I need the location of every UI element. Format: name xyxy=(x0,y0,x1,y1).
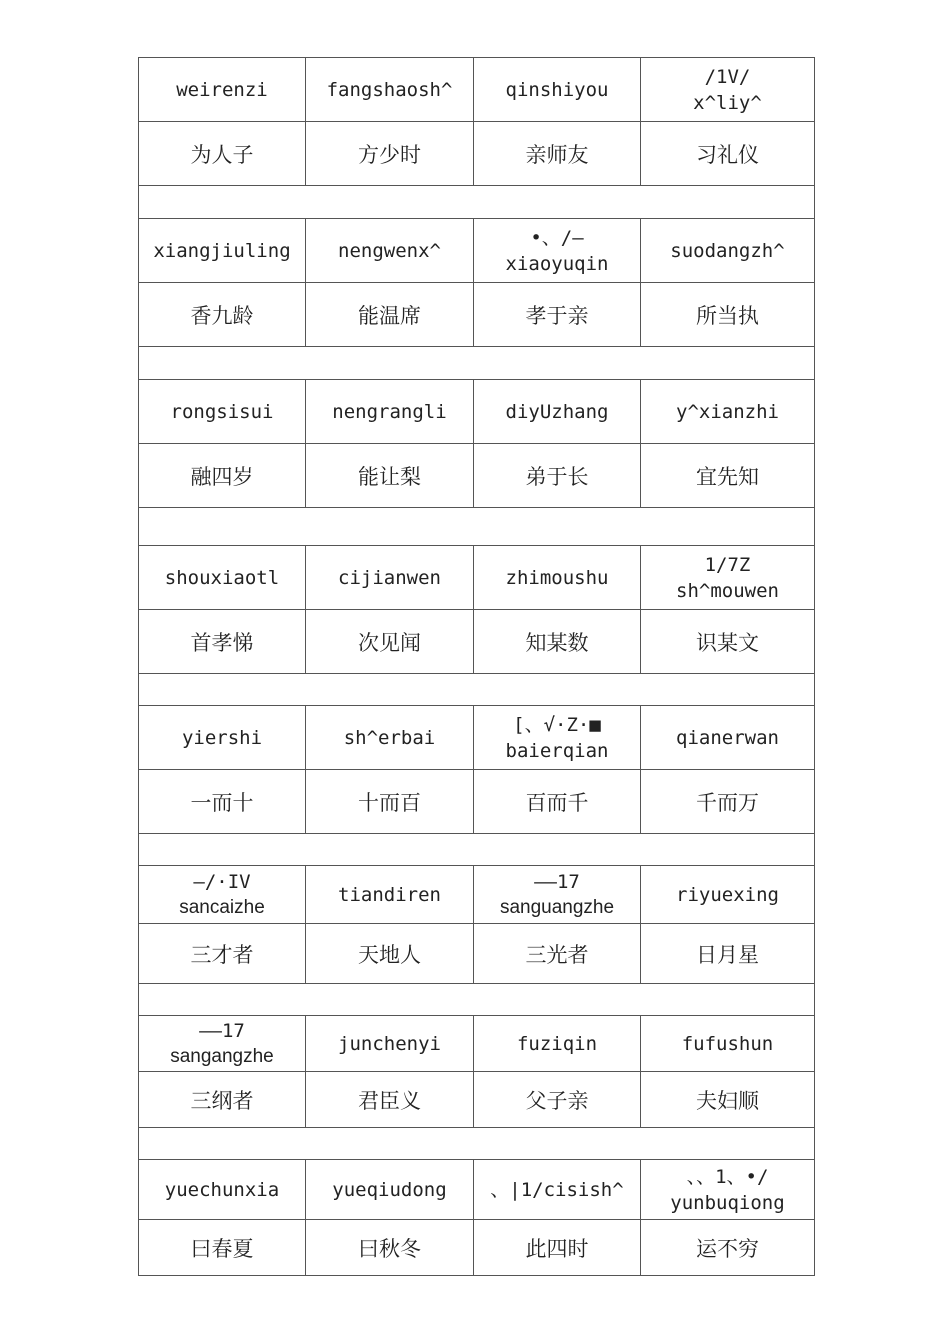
spacer-cell xyxy=(139,674,815,706)
pinyin-cell xyxy=(306,1160,474,1220)
hanzi-row xyxy=(139,1220,815,1276)
pinyin-cell xyxy=(641,219,815,283)
hanzi-cell: 习礼仪 xyxy=(641,122,815,186)
pinyin-cell xyxy=(641,380,815,444)
spacer-cell xyxy=(139,347,815,380)
spacer-cell xyxy=(139,834,815,866)
pinyin-cell xyxy=(306,866,474,924)
pinyin-text: [、√·Z·■ xyxy=(513,713,601,736)
pinyin-text: —/·IV xyxy=(193,870,251,893)
hanzi-cell: 次见闻 xyxy=(306,610,474,674)
pinyin-cell xyxy=(474,219,641,283)
pinyin-text: sangangzhe xyxy=(170,1045,274,1067)
pinyin-row xyxy=(139,1160,815,1220)
hanzi-cell: 三才者 xyxy=(139,924,306,984)
pinyin-text: weirenzi xyxy=(176,78,268,101)
hanzi-cell: 夫妇顺 xyxy=(641,1072,815,1128)
hanzi-cell: 三纲者 xyxy=(139,1072,306,1128)
spacer-row xyxy=(139,1128,815,1160)
pinyin-cell xyxy=(139,58,306,122)
pinyin-cell xyxy=(139,1160,306,1220)
pinyin-row xyxy=(139,58,815,122)
pinyin-text: yuechunxia xyxy=(164,1178,280,1201)
pinyin-text: fangshaosh^ xyxy=(326,78,453,101)
pinyin-text: sancaizhe xyxy=(179,896,265,918)
pinyin-cell xyxy=(474,706,641,770)
pinyin-text: riyuexing xyxy=(676,883,779,906)
pinyin-text: sh^mouwen xyxy=(676,579,779,602)
pinyin-cell xyxy=(139,1016,306,1072)
pinyin-text: /1V/ xyxy=(704,65,751,88)
hanzi-cell: 运不穷 xyxy=(641,1220,815,1276)
pinyin-row xyxy=(139,380,815,444)
pinyin-cell xyxy=(474,1160,641,1220)
hanzi-cell: 识某文 xyxy=(641,610,815,674)
pinyin-text: y^xianzhi xyxy=(676,400,779,423)
pinyin-cell xyxy=(306,380,474,444)
pinyin-row xyxy=(139,706,815,770)
hanzi-row xyxy=(139,1072,815,1128)
pinyin-text: rongsisui xyxy=(170,400,274,423)
hanzi-cell: 弟于长 xyxy=(474,444,641,508)
spacer-row xyxy=(139,347,815,380)
pinyin-text: junchenyi xyxy=(338,1032,441,1055)
pinyin-text: •、/— xyxy=(530,226,584,249)
hanzi-cell: 千而万 xyxy=(641,770,815,834)
pinyin-text: baierqian xyxy=(505,739,609,762)
pinyin-cell xyxy=(641,706,815,770)
spacer-row xyxy=(139,186,815,219)
pinyin-text: sanguangzhe xyxy=(499,896,615,918)
hanzi-cell: 君臣义 xyxy=(306,1072,474,1128)
hanzi-row xyxy=(139,610,815,674)
hanzi-cell: 此四时 xyxy=(474,1220,641,1276)
pinyin-cell xyxy=(139,866,306,924)
hanzi-cell: 一而十 xyxy=(139,770,306,834)
pinyin-cell xyxy=(474,546,641,610)
pinyin-text: nengrangli xyxy=(332,400,447,423)
sanzijing-pinyin-table xyxy=(138,57,814,1276)
pinyin-cell xyxy=(306,219,474,283)
pinyin-row xyxy=(139,546,815,610)
pinyin-cell xyxy=(306,1016,474,1072)
spacer-cell xyxy=(139,508,815,546)
pinyin-cell xyxy=(641,546,815,610)
hanzi-cell: 能温席 xyxy=(306,283,474,347)
pinyin-text: suodangzh^ xyxy=(670,239,785,262)
spacer-row xyxy=(139,834,815,866)
pinyin-text: xiaoyuqin xyxy=(505,252,609,275)
pinyin-text: yiershi xyxy=(181,726,263,749)
hanzi-cell: 能让梨 xyxy=(306,444,474,508)
pinyin-text: yunbuqiong xyxy=(670,1191,785,1214)
spacer-row xyxy=(139,674,815,706)
pinyin-cell xyxy=(139,380,306,444)
hanzi-cell: 宜先知 xyxy=(641,444,815,508)
pinyin-text: diyUzhang xyxy=(505,400,609,423)
hanzi-cell: 十而百 xyxy=(306,770,474,834)
hanzi-cell: 曰春夏 xyxy=(139,1220,306,1276)
pinyin-text: 、|1/cisish^ xyxy=(490,1178,624,1201)
pinyin-cell xyxy=(306,58,474,122)
hanzi-row xyxy=(139,770,815,834)
pinyin-text: ——17 xyxy=(534,870,580,893)
hanzi-cell: 曰秋冬 xyxy=(306,1220,474,1276)
pinyin-text: zhimoushu xyxy=(505,566,609,589)
pinyin-text: yueqiudong xyxy=(332,1178,447,1201)
pinyin-row xyxy=(139,219,815,283)
hanzi-cell: 三光者 xyxy=(474,924,641,984)
hanzi-row xyxy=(139,283,815,347)
hanzi-cell: 知某数 xyxy=(474,610,641,674)
pinyin-text: tiandiren xyxy=(338,883,441,906)
pinyin-row xyxy=(139,866,815,924)
pinyin-cell xyxy=(641,1016,815,1072)
hanzi-cell: 父子亲 xyxy=(474,1072,641,1128)
hanzi-cell: 亲师友 xyxy=(474,122,641,186)
pinyin-cell xyxy=(306,706,474,770)
pinyin-cell xyxy=(139,706,306,770)
hanzi-cell: 首孝悌 xyxy=(139,610,306,674)
hanzi-cell: 为人子 xyxy=(139,122,306,186)
spacer-cell xyxy=(139,1128,815,1160)
hanzi-cell: 香九龄 xyxy=(139,283,306,347)
hanzi-cell: 日月星 xyxy=(641,924,815,984)
hanzi-row xyxy=(139,444,815,508)
pinyin-cell xyxy=(474,380,641,444)
verse-table xyxy=(138,57,815,1276)
spacer-cell xyxy=(139,186,815,219)
pinyin-cell xyxy=(139,219,306,283)
pinyin-text: nengwenx^ xyxy=(338,239,441,262)
pinyin-text: xiangjiuling xyxy=(153,239,291,262)
pinyin-text: qinshiyou xyxy=(505,78,609,101)
spacer-cell xyxy=(139,984,815,1016)
hanzi-row xyxy=(139,122,815,186)
pinyin-text: sh^erbai xyxy=(343,726,436,749)
pinyin-cell xyxy=(306,546,474,610)
pinyin-cell xyxy=(474,1016,641,1072)
pinyin-cell xyxy=(641,1160,815,1220)
pinyin-text: cijianwen xyxy=(338,566,441,589)
verse-table-body xyxy=(139,58,815,1276)
hanzi-cell: 融四岁 xyxy=(139,444,306,508)
pinyin-text: fuziqin xyxy=(516,1032,598,1055)
hanzi-cell: 所当执 xyxy=(641,283,815,347)
spacer-row xyxy=(139,984,815,1016)
pinyin-cell xyxy=(139,546,306,610)
hanzi-row xyxy=(139,924,815,984)
pinyin-cell xyxy=(641,866,815,924)
pinyin-text: qianerwan xyxy=(676,726,779,749)
pinyin-cell xyxy=(641,58,815,122)
pinyin-text: 、、1、•/ xyxy=(686,1165,769,1188)
pinyin-row xyxy=(139,1016,815,1072)
hanzi-cell: 天地人 xyxy=(306,924,474,984)
hanzi-cell: 孝于亲 xyxy=(474,283,641,347)
pinyin-text: fufushun xyxy=(681,1032,774,1055)
hanzi-cell: 百而千 xyxy=(474,770,641,834)
pinyin-text: ——17 xyxy=(199,1019,245,1042)
pinyin-text: shouxiaotl xyxy=(164,566,280,589)
pinyin-cell xyxy=(474,866,641,924)
spacer-row xyxy=(139,508,815,546)
pinyin-cell xyxy=(474,58,641,122)
pinyin-text: x^liy^ xyxy=(693,91,762,114)
hanzi-cell: 方少时 xyxy=(306,122,474,186)
pinyin-text: 1/7Z xyxy=(704,553,751,576)
